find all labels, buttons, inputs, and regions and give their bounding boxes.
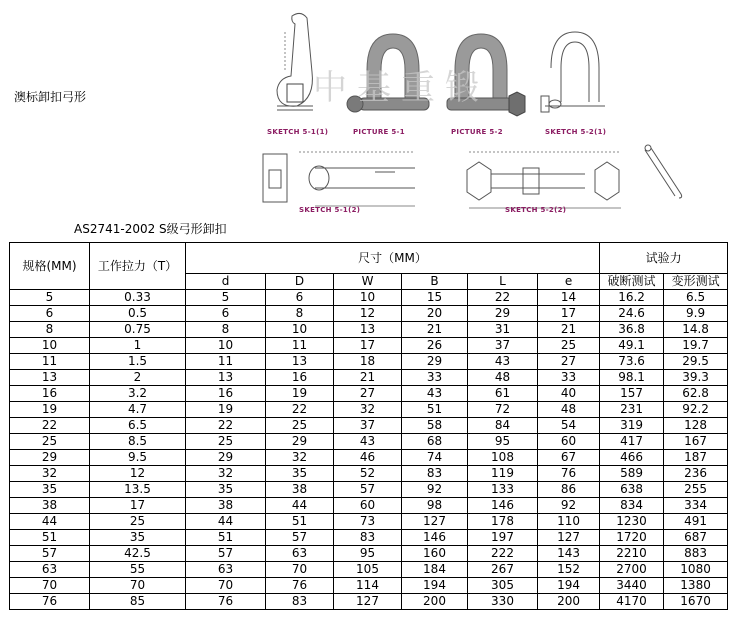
- table-cell: 63: [10, 562, 90, 578]
- table-cell: 1720: [600, 530, 664, 546]
- table-cell: 319: [600, 418, 664, 434]
- table-cell: 48: [538, 402, 600, 418]
- table-cell: 43: [402, 386, 468, 402]
- table-cell: 12: [90, 466, 186, 482]
- table-row: [10, 594, 728, 610]
- table-row: [10, 578, 728, 594]
- shackle-spec-table: [9, 242, 728, 610]
- table-cell: 24.6: [600, 306, 664, 322]
- table-cell: 29: [468, 306, 538, 322]
- table-body: [10, 290, 728, 610]
- table-cell: 6: [266, 290, 334, 306]
- table-cell: 35: [266, 466, 334, 482]
- table-cell: 29.5: [664, 354, 728, 370]
- table-cell: 17: [90, 498, 186, 514]
- table-cell: 12: [334, 306, 402, 322]
- table-cell: 6: [186, 306, 266, 322]
- table-cell: 33: [402, 370, 468, 386]
- table-cell: 76: [10, 594, 90, 610]
- table-cell: 73.6: [600, 354, 664, 370]
- table-row: [10, 338, 728, 354]
- table-cell: 178: [468, 514, 538, 530]
- table-row: [10, 498, 728, 514]
- table-cell: 8.5: [90, 434, 186, 450]
- table-cell: 22: [468, 290, 538, 306]
- sketch-5-2-2-caption: SKETCH 5-2(2): [505, 206, 567, 214]
- shackle-drawings-image: [255, 2, 730, 218]
- table-cell: 5: [10, 290, 90, 306]
- table-cell: 305: [468, 578, 538, 594]
- table-cell: 25: [90, 514, 186, 530]
- table-cell: 1230: [600, 514, 664, 530]
- table-row: [10, 450, 728, 466]
- table-cell: 187: [664, 450, 728, 466]
- table-cell: 0.33: [90, 290, 186, 306]
- table-cell: 57: [10, 546, 90, 562]
- table-cell: 63: [186, 562, 266, 578]
- table-cell: 160: [402, 546, 468, 562]
- table-row: [10, 290, 728, 306]
- header-B: B: [402, 274, 468, 290]
- table-cell: 127: [538, 530, 600, 546]
- table-cell: 44: [10, 514, 90, 530]
- table-cell: 14: [538, 290, 600, 306]
- table-cell: 267: [468, 562, 538, 578]
- table-cell: 114: [334, 578, 402, 594]
- table-cell: 92: [402, 482, 468, 498]
- sketch-5-2-1-caption: SKETCH 5-2(1): [545, 128, 607, 136]
- table-cell: 44: [266, 498, 334, 514]
- table-cell: 22: [10, 418, 90, 434]
- table-cell: 143: [538, 546, 600, 562]
- table-cell: 9.5: [90, 450, 186, 466]
- table-cell: 1080: [664, 562, 728, 578]
- table-cell: 883: [664, 546, 728, 562]
- table-cell: 33: [538, 370, 600, 386]
- table-cell: 43: [334, 434, 402, 450]
- table-cell: 32: [266, 450, 334, 466]
- table-cell: 98.1: [600, 370, 664, 386]
- table-cell: 13: [10, 370, 90, 386]
- header-test-load: 试验力: [600, 243, 728, 274]
- table-cell: 98: [402, 498, 468, 514]
- table-cell: 68: [402, 434, 468, 450]
- standard-title: AS2741-2002 S级弓形卸扣: [74, 222, 227, 236]
- table-cell: 8: [10, 322, 90, 338]
- table-cell: 84: [468, 418, 538, 434]
- table-cell: 19: [266, 386, 334, 402]
- table-cell: 157: [600, 386, 664, 402]
- table-cell: 37: [468, 338, 538, 354]
- table-cell: 70: [186, 578, 266, 594]
- table-cell: 44: [186, 514, 266, 530]
- table-cell: 194: [402, 578, 468, 594]
- table-cell: 95: [468, 434, 538, 450]
- table-cell: 83: [402, 466, 468, 482]
- table-cell: 3440: [600, 578, 664, 594]
- sketch-5-1-1-caption: SKETCH 5-1(1): [267, 128, 329, 136]
- table-cell: 17: [334, 338, 402, 354]
- table-cell: 39.3: [664, 370, 728, 386]
- table-cell: 40: [538, 386, 600, 402]
- table-cell: 146: [468, 498, 538, 514]
- table-cell: 11: [186, 354, 266, 370]
- table-cell: 1380: [664, 578, 728, 594]
- table-cell: 83: [334, 530, 402, 546]
- table-cell: 35: [90, 530, 186, 546]
- table-cell: 466: [600, 450, 664, 466]
- table-row: [10, 370, 728, 386]
- table-cell: 1670: [664, 594, 728, 610]
- table-cell: 76: [538, 466, 600, 482]
- table-cell: 51: [186, 530, 266, 546]
- table-cell: 70: [266, 562, 334, 578]
- table-cell: 8: [186, 322, 266, 338]
- table-cell: 834: [600, 498, 664, 514]
- table-cell: 18: [334, 354, 402, 370]
- table-cell: 10: [334, 290, 402, 306]
- table-cell: 11: [266, 338, 334, 354]
- table-cell: 83: [266, 594, 334, 610]
- table-cell: 19: [186, 402, 266, 418]
- table-cell: 638: [600, 482, 664, 498]
- table-row: [10, 546, 728, 562]
- table-cell: 8: [266, 306, 334, 322]
- table-cell: 17: [538, 306, 600, 322]
- table-cell: 2700: [600, 562, 664, 578]
- table-cell: 63: [266, 546, 334, 562]
- table-row: [10, 482, 728, 498]
- table-cell: 108: [468, 450, 538, 466]
- table-cell: 51: [10, 530, 90, 546]
- technical-drawings: [255, 2, 730, 218]
- table-cell: 2210: [600, 546, 664, 562]
- header-e: e: [538, 274, 600, 290]
- table-row: [10, 354, 728, 370]
- table-cell: 86: [538, 482, 600, 498]
- table-cell: 167: [664, 434, 728, 450]
- table-row: [10, 418, 728, 434]
- table-cell: 4170: [600, 594, 664, 610]
- table-cell: 29: [266, 434, 334, 450]
- sketch-5-1-2-caption: SKETCH 5-1(2): [299, 206, 361, 214]
- table-cell: 11: [10, 354, 90, 370]
- table-cell: 14.8: [664, 322, 728, 338]
- table-cell: 105: [334, 562, 402, 578]
- table-cell: 36.8: [600, 322, 664, 338]
- table-cell: 60: [334, 498, 402, 514]
- table-cell: 32: [10, 466, 90, 482]
- table-cell: 194: [538, 578, 600, 594]
- table-cell: 255: [664, 482, 728, 498]
- table-cell: 21: [402, 322, 468, 338]
- table-cell: 22: [266, 402, 334, 418]
- table-cell: 10: [266, 322, 334, 338]
- table-cell: 38: [186, 498, 266, 514]
- table-cell: 67: [538, 450, 600, 466]
- table-cell: 200: [538, 594, 600, 610]
- table-row: [10, 562, 728, 578]
- table-cell: 13: [266, 354, 334, 370]
- table-cell: 231: [600, 402, 664, 418]
- table-cell: 57: [334, 482, 402, 498]
- table-cell: 10: [10, 338, 90, 354]
- table-cell: 2: [90, 370, 186, 386]
- header-D-upper: D: [266, 274, 334, 290]
- table-cell: 110: [538, 514, 600, 530]
- table-cell: 184: [402, 562, 468, 578]
- table-cell: 25: [266, 418, 334, 434]
- table-cell: 417: [600, 434, 664, 450]
- table-cell: 20: [402, 306, 468, 322]
- table-cell: 222: [468, 546, 538, 562]
- table-cell: 48: [468, 370, 538, 386]
- table-cell: 58: [402, 418, 468, 434]
- table-row: [10, 530, 728, 546]
- table-cell: 10: [186, 338, 266, 354]
- table-cell: 128: [664, 418, 728, 434]
- table-cell: 22: [186, 418, 266, 434]
- table-cell: 21: [334, 370, 402, 386]
- table-cell: 13.5: [90, 482, 186, 498]
- table-cell: 55: [90, 562, 186, 578]
- table-cell: 152: [538, 562, 600, 578]
- table-row: [10, 402, 728, 418]
- table-row: [10, 466, 728, 482]
- table-cell: 9.9: [664, 306, 728, 322]
- table-cell: 51: [266, 514, 334, 530]
- table-cell: 85: [90, 594, 186, 610]
- table-cell: 27: [334, 386, 402, 402]
- table-cell: 49.1: [600, 338, 664, 354]
- table-cell: 70: [10, 578, 90, 594]
- table-row: [10, 306, 728, 322]
- table-cell: 32: [334, 402, 402, 418]
- table-cell: 54: [538, 418, 600, 434]
- header-L: L: [468, 274, 538, 290]
- table-cell: 0.75: [90, 322, 186, 338]
- table-cell: 51: [402, 402, 468, 418]
- table-cell: 6: [10, 306, 90, 322]
- table-cell: 16: [266, 370, 334, 386]
- table-row: [10, 434, 728, 450]
- table-cell: 52: [334, 466, 402, 482]
- header-deform-test: 变形测试: [664, 274, 728, 290]
- page-label: 澳标卸扣弓形: [14, 90, 87, 104]
- table-row: [10, 386, 728, 402]
- header-d: d: [186, 274, 266, 290]
- table-cell: 127: [402, 514, 468, 530]
- table-cell: 92.2: [664, 402, 728, 418]
- table-cell: 119: [468, 466, 538, 482]
- header-W: W: [334, 274, 402, 290]
- picture-5-2-caption: PICTURE 5-2: [451, 128, 503, 136]
- table-cell: 38: [266, 482, 334, 498]
- table-cell: 26: [402, 338, 468, 354]
- table-cell: 61: [468, 386, 538, 402]
- table-cell: 76: [186, 594, 266, 610]
- table-cell: 60: [538, 434, 600, 450]
- table-cell: 19.7: [664, 338, 728, 354]
- header-dimensions: 尺寸（MM）: [186, 243, 600, 274]
- table-cell: 95: [334, 546, 402, 562]
- table-cell: 35: [186, 482, 266, 498]
- table-cell: 16.2: [600, 290, 664, 306]
- picture-5-1-caption: PICTURE 5-1: [353, 128, 405, 136]
- table-cell: 5: [186, 290, 266, 306]
- table-cell: 43: [468, 354, 538, 370]
- table-cell: 62.8: [664, 386, 728, 402]
- table-cell: 25: [186, 434, 266, 450]
- table-cell: 31: [468, 322, 538, 338]
- table-cell: 15: [402, 290, 468, 306]
- table-cell: 57: [186, 546, 266, 562]
- table-cell: 1.5: [90, 354, 186, 370]
- table-cell: 25: [538, 338, 600, 354]
- table-cell: 330: [468, 594, 538, 610]
- table-cell: 92: [538, 498, 600, 514]
- table-cell: 57: [266, 530, 334, 546]
- table-cell: 13: [186, 370, 266, 386]
- table-cell: 13: [334, 322, 402, 338]
- table-cell: 127: [334, 594, 402, 610]
- table-cell: 29: [186, 450, 266, 466]
- table-cell: 70: [90, 578, 186, 594]
- table-cell: 236: [664, 466, 728, 482]
- table-cell: 133: [468, 482, 538, 498]
- table-cell: 25: [10, 434, 90, 450]
- table-row: [10, 514, 728, 530]
- table-cell: 3.2: [90, 386, 186, 402]
- table-cell: 73: [334, 514, 402, 530]
- table-cell: 197: [468, 530, 538, 546]
- table-cell: 27: [538, 354, 600, 370]
- table-cell: 16: [10, 386, 90, 402]
- watermark: 中基重锻: [313, 68, 489, 108]
- table-cell: 29: [402, 354, 468, 370]
- table-cell: 38: [10, 498, 90, 514]
- table-cell: 16: [186, 386, 266, 402]
- table-cell: 200: [402, 594, 468, 610]
- table-cell: 589: [600, 466, 664, 482]
- table-cell: 1: [90, 338, 186, 354]
- table-cell: 4.7: [90, 402, 186, 418]
- header-wll: 工作拉力（T）: [90, 243, 186, 290]
- table-cell: 491: [664, 514, 728, 530]
- table-cell: 6.5: [664, 290, 728, 306]
- table-cell: 35: [10, 482, 90, 498]
- table-cell: 687: [664, 530, 728, 546]
- table-cell: 74: [402, 450, 468, 466]
- table-cell: 76: [266, 578, 334, 594]
- table-cell: 37: [334, 418, 402, 434]
- table-cell: 42.5: [90, 546, 186, 562]
- table-cell: 21: [538, 322, 600, 338]
- header-breaking-test: 破断测试: [600, 274, 664, 290]
- table-cell: 32: [186, 466, 266, 482]
- table-cell: 334: [664, 498, 728, 514]
- table-cell: 6.5: [90, 418, 186, 434]
- header-spec: 规格(MM): [10, 243, 90, 290]
- table-cell: 0.5: [90, 306, 186, 322]
- table-cell: 29: [10, 450, 90, 466]
- table-cell: 19: [10, 402, 90, 418]
- table-cell: 72: [468, 402, 538, 418]
- table-cell: 46: [334, 450, 402, 466]
- table-row: [10, 322, 728, 338]
- table-cell: 146: [402, 530, 468, 546]
